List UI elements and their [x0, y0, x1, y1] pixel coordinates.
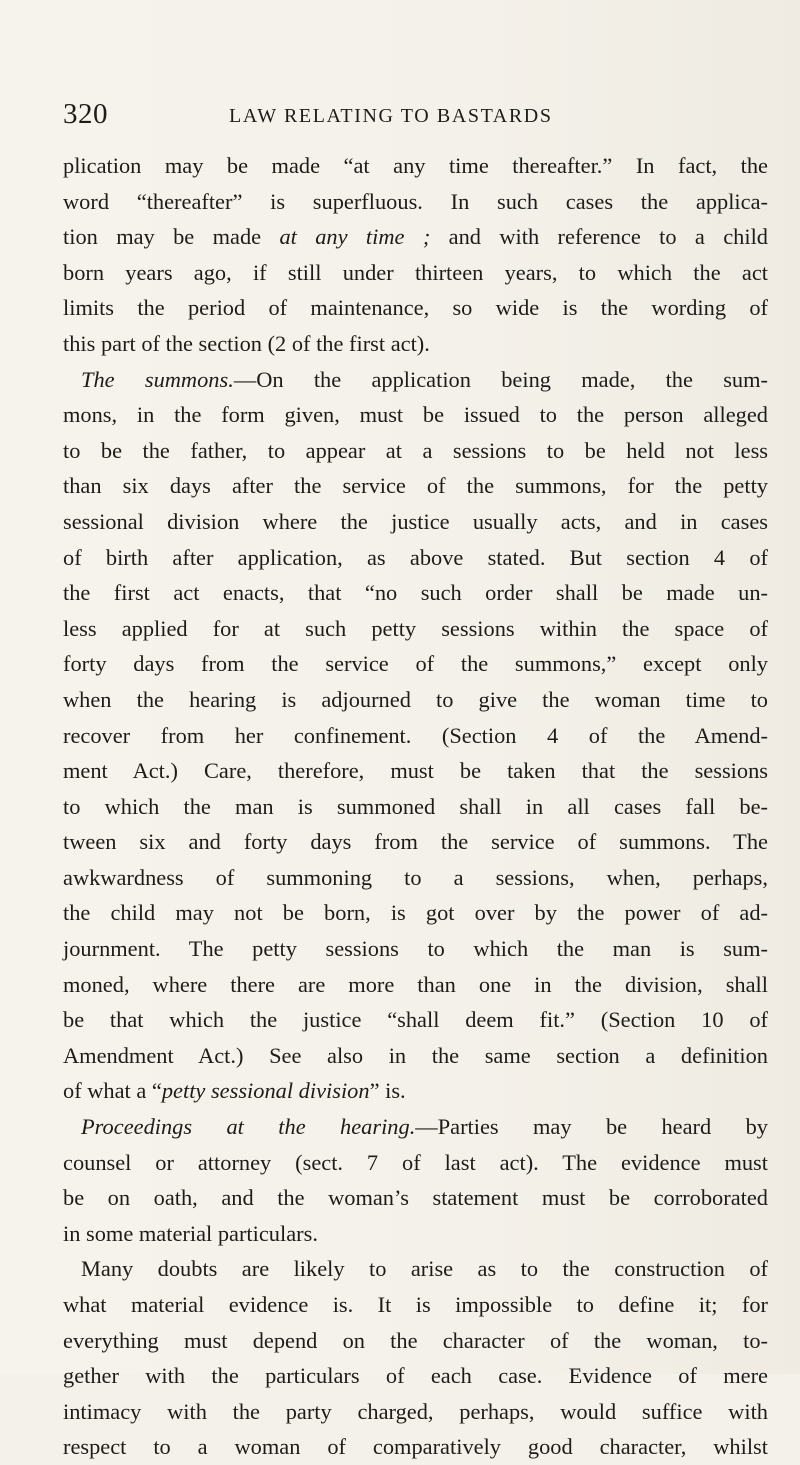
text-line [63, 895, 768, 931]
text-run: in some material particulars. [63, 1220, 318, 1246]
text-line [63, 1429, 768, 1465]
text-line [63, 789, 768, 825]
text-run: what material evidence is. It is impossible to define it; for [63, 1292, 768, 1317]
text-line [63, 931, 768, 967]
running-head [63, 98, 768, 138]
text-line [63, 397, 768, 433]
text-line [63, 1358, 768, 1394]
text-line [63, 1002, 768, 1038]
text-run: of birth after application, as above stated. But section 4 of [63, 544, 768, 570]
text-run: this part of the section (2 of the first act). [63, 330, 430, 356]
italic-run: The summons. [81, 366, 234, 392]
text-line [63, 148, 768, 184]
text-run: be on oath, and the woman’s statement must be corroborated [63, 1185, 768, 1211]
text-line [63, 504, 768, 540]
text-run: to be the father, to appear at a sessions to be held not less [63, 437, 768, 463]
italic-run: at any time ; [279, 224, 431, 250]
text-run: word “thereafter” is superfluous. In such cases the applica- [63, 188, 768, 214]
text-run: gether with the particulars of each case. Evidence of mere [63, 1363, 768, 1389]
text-line [63, 1287, 768, 1323]
italic-run: petty sessional division [161, 1078, 370, 1104]
text-line [63, 1251, 768, 1287]
text-run: counsel or attorney (sect. 7 of last act). The evidence must [63, 1149, 768, 1175]
italic-run: Proceedings at the hearing. [81, 1114, 416, 1140]
text-line [63, 219, 768, 255]
text-line [63, 860, 768, 896]
running-title: LAW RELATING TO BASTARDS [229, 105, 553, 127]
text-run: awkwardness of summoning to a sessions, when, perhaps, [63, 864, 768, 890]
text-line [63, 1145, 768, 1181]
text-line [63, 540, 768, 576]
text-run: tion may be made [63, 224, 280, 250]
text-run: limits the period of maintenance, so wide is the wording of [63, 295, 768, 321]
text-run: plication may be made “at any time thereafter.” In fact, the [63, 153, 768, 178]
text-line [63, 718, 768, 754]
text-line [63, 362, 768, 398]
text-line [63, 1109, 768, 1145]
text-run: than six days after the service of the summons, for the petty [63, 473, 768, 499]
text-line [63, 1394, 768, 1430]
text-line [63, 1216, 768, 1252]
text-line [63, 1073, 768, 1109]
text-run: to which the man is summoned shall in all cases fall be- [63, 793, 768, 819]
body-text [63, 148, 768, 1465]
text-line [63, 1038, 768, 1074]
text-run: recover from her confinement. (Section 4 of the Amend- [63, 722, 768, 748]
text-line [63, 611, 768, 647]
text-run: of what a “ [63, 1078, 162, 1104]
text-line [63, 184, 768, 220]
text-line [63, 468, 768, 504]
text-line [63, 682, 768, 718]
page-number: 320 [63, 98, 108, 130]
text-run: ment Act.) Care, therefore, must be taken that the sessions [63, 758, 768, 784]
text-run: less applied for at such petty sessions within the space of [63, 615, 768, 641]
text-run: ” is. [369, 1078, 406, 1104]
text-line [63, 433, 768, 469]
text-run: forty days from the service of the summons,” except only [63, 651, 768, 677]
text-run: journment. The petty sessions to which the man is sum- [63, 936, 768, 962]
text-run: Amendment Act.) See also in the same section a definition [63, 1042, 768, 1068]
text-run: everything must depend on the character of the woman, to- [63, 1327, 768, 1353]
text-run: tween six and forty days from the service of summons. The [63, 829, 768, 855]
text-line [63, 1323, 768, 1359]
text-run: respect to a woman of comparatively good character, whilst [63, 1434, 768, 1460]
text-run: moned, where there are more than one in the division, shall [63, 971, 768, 997]
text-run: be that which the justice “shall deem fit.” (Section 10 of [63, 1007, 768, 1033]
text-line [63, 646, 768, 682]
text-run: Many doubts are likely to arise as to the construction of [81, 1256, 768, 1282]
text-line [63, 575, 768, 611]
text-line [63, 824, 768, 860]
text-run: —On the application being made, the sum- [233, 366, 768, 392]
text-run: —Parties may be heard by [415, 1114, 768, 1140]
text-line [63, 967, 768, 1003]
text-run: mons, in the form given, must be issued to the person alleged [63, 402, 768, 428]
text-line [63, 326, 768, 362]
text-run: and with reference to a child [430, 224, 768, 250]
text-line [63, 255, 768, 291]
text-run: the child may not be born, is got over by the power of ad- [63, 900, 768, 926]
text-run: sessional division where the justice usually acts, and in cases [63, 508, 768, 534]
text-run: born years ago, if still under thirteen years, to which the act [63, 259, 768, 285]
text-line [63, 1180, 768, 1216]
text-line [63, 753, 768, 789]
text-run: intimacy with the party charged, perhaps, would suffice with [63, 1398, 768, 1424]
text-line [63, 290, 768, 326]
text-run: when the hearing is adjourned to give the woman time to [63, 686, 768, 712]
text-run: the first act enacts, that “no such order shall be made un- [63, 580, 768, 606]
